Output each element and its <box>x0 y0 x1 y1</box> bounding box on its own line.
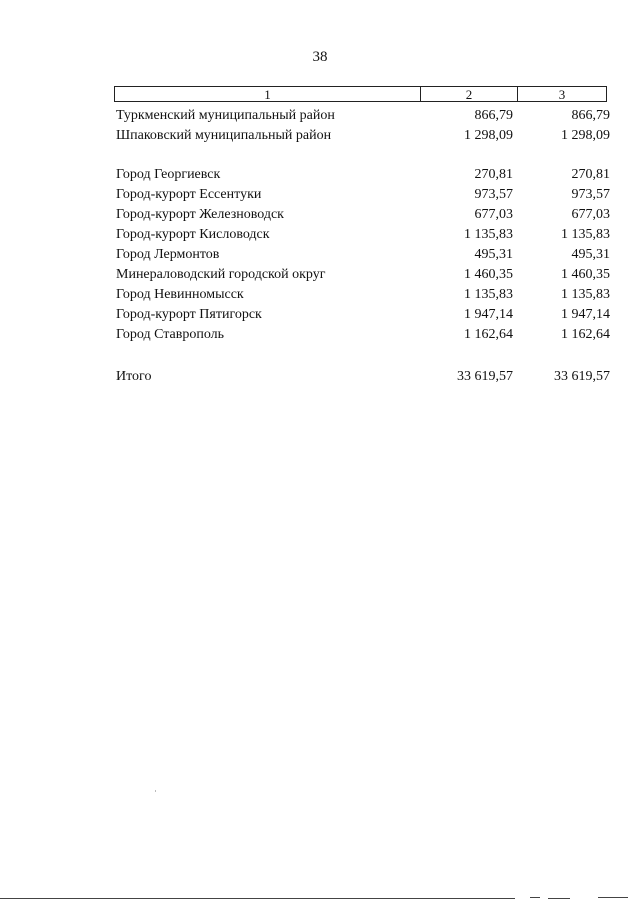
total-label: Итого <box>116 369 152 384</box>
row-col-3: 1 460,35 <box>561 267 610 282</box>
row-col-2: 866,79 <box>474 108 513 123</box>
row-col-2: 1 460,35 <box>464 267 513 282</box>
table-row <box>116 205 610 225</box>
row-name: Город-курорт Железноводск <box>116 207 284 222</box>
row-name: Город Лермонтов <box>116 247 220 262</box>
row-col-2: 495,31 <box>474 247 513 262</box>
scan-edge-mark <box>530 897 540 898</box>
row-name: Туркменский муниципальный район <box>116 108 335 123</box>
table-row <box>116 305 610 325</box>
table-row <box>116 285 610 305</box>
row-col-3: 495,31 <box>571 247 610 262</box>
row-col-2: 973,57 <box>474 187 513 202</box>
row-name: Город-курорт Пятигорск <box>116 307 262 322</box>
header-col-2: 2 <box>421 87 518 101</box>
table-row <box>116 245 610 265</box>
row-col-2: 677,03 <box>474 207 513 222</box>
page-number: 38 <box>312 49 328 65</box>
row-name: Город Невинномысск <box>116 287 244 302</box>
row-col-3: 1 135,83 <box>561 287 610 302</box>
row-col-2: 1 135,83 <box>464 227 513 242</box>
row-name: Шпаковский муниципальный район <box>116 128 332 143</box>
total-col-2: 33 619,57 <box>457 369 513 384</box>
table-row <box>116 126 610 146</box>
table-row <box>116 185 610 205</box>
row-name: Минераловодский городской округ <box>116 267 326 282</box>
header-col-3: 3 <box>558 87 566 102</box>
scan-edge-line <box>0 898 515 899</box>
row-col-3: 973,57 <box>571 187 610 202</box>
table-row <box>116 106 610 126</box>
row-col-3: 270,81 <box>571 167 610 182</box>
row-col-3: 1 135,83 <box>561 227 610 242</box>
row-col-3: 677,03 <box>571 207 610 222</box>
row-col-3: 866,79 <box>571 108 610 123</box>
total-col-3: 33 619,57 <box>554 369 610 384</box>
row-col-3: 1 162,64 <box>561 327 610 342</box>
scan-edge-mark <box>598 897 628 898</box>
row-col-2: 1 298,09 <box>464 128 513 143</box>
row-col-2: 1 135,83 <box>464 287 513 302</box>
scan-speck <box>155 790 156 792</box>
row-name: Город Георгиевск <box>116 167 221 182</box>
row-col-2: 1 162,64 <box>464 327 513 342</box>
table-row <box>116 325 610 345</box>
table-header <box>114 86 607 102</box>
table-row <box>116 165 610 185</box>
total-row <box>116 367 610 387</box>
row-name: Город Ставрополь <box>116 327 225 342</box>
table-row <box>116 225 610 245</box>
scan-edge-mark <box>548 898 570 899</box>
row-col-2: 1 947,14 <box>464 307 513 322</box>
row-name: Город-курорт Ессентуки <box>116 187 262 202</box>
table-body <box>116 106 610 345</box>
group-spacer <box>116 146 610 165</box>
table-row <box>116 265 610 285</box>
row-col-3: 1 947,14 <box>561 307 610 322</box>
row-col-3: 1 298,09 <box>561 128 610 143</box>
row-col-2: 270,81 <box>474 167 513 182</box>
row-name: Город-курорт Кисловодск <box>116 227 270 242</box>
header-col-1: 1 <box>115 87 421 101</box>
